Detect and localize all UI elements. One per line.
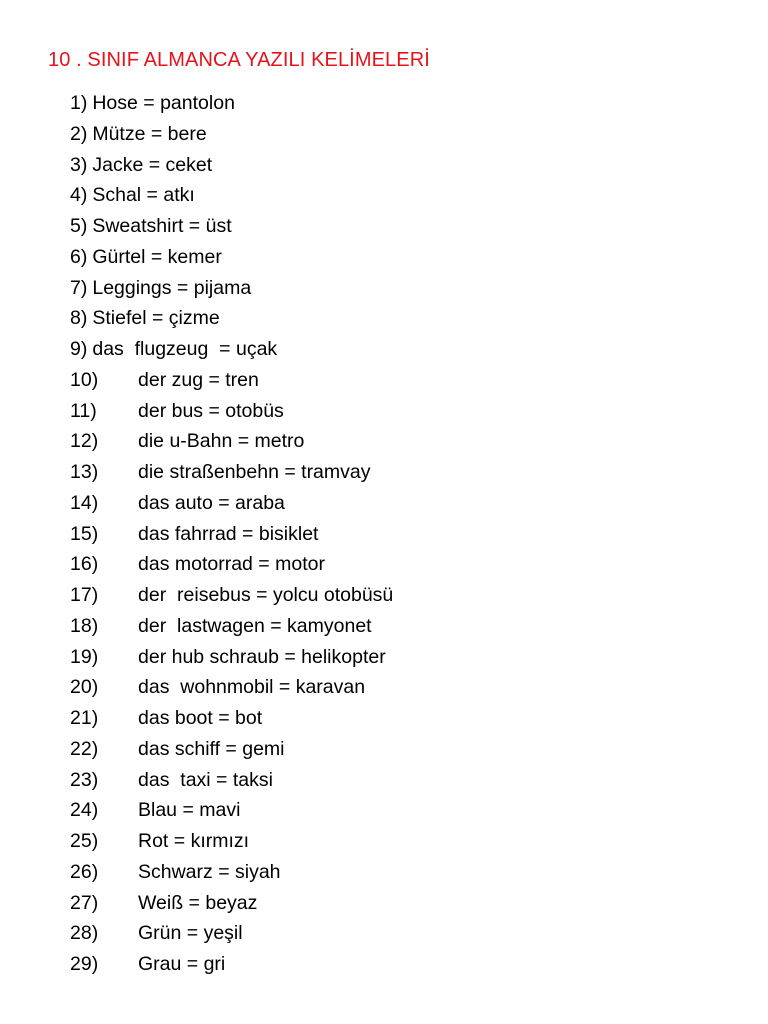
item-text: das auto = araba [138,491,285,514]
list-item [70,457,393,488]
item-text: der lastwagen = kamyonet [138,614,372,637]
list-item [70,119,393,150]
item-number: 4) [70,184,88,207]
item-text: Schal = atkı [92,184,195,207]
list-item [70,426,393,457]
item-number: 10) [70,368,99,391]
item-number: 15) [70,522,99,545]
item-text: Schwarz = siyah [138,860,281,883]
item-number: 13) [70,461,99,483]
item-text: Leggings = pijama [92,276,252,299]
item-number: 1) [70,92,88,114]
item-number: 29) [70,953,99,975]
item-number: 26) [70,860,99,883]
list-item [70,488,393,519]
item-text: die u-Bahn = metro [138,430,305,453]
item-text: der zug = tren [138,368,259,391]
vocabulary-list [70,88,393,980]
item-text: das taxi = taksi [138,768,273,791]
item-number: 2) [70,122,88,145]
item-number: 5) [70,215,88,237]
item-number: 19) [70,645,99,668]
item-number: 11) [70,399,97,422]
item-text: Grün = yeşil [138,922,243,945]
item-text: das flugzeug = uçak [92,338,278,360]
item-number: 22) [70,737,99,760]
item-number: 8) [70,307,88,330]
item-number: 28) [70,922,99,945]
list-item [70,211,393,242]
item-number: 20) [70,676,99,699]
item-text: das fahrrad = bisiklet [138,522,319,545]
item-text: der bus = otobüs [138,399,284,422]
list-item [70,734,393,765]
item-text: Gürtel = kemer [92,245,222,268]
item-text: Jacke = ceket [92,153,213,176]
list-item [70,642,393,673]
list-item [70,826,393,857]
item-number: 7) [70,276,88,299]
item-text: Sweatshirt = üst [92,215,232,237]
item-number: 12) [70,430,99,453]
list-item [70,888,393,919]
item-number: 16) [70,553,99,576]
list-item [70,703,393,734]
item-text: Rot = kırmızı [138,830,250,852]
item-text: das boot = bot [138,707,263,729]
item-number: 9) [70,338,88,360]
item-number: 23) [70,768,99,791]
list-item [70,857,393,888]
item-number: 17) [70,584,99,606]
item-text: Mütze = bere [92,122,207,145]
item-number: 25) [70,830,99,852]
list-item [70,273,393,304]
item-number: 24) [70,799,99,822]
item-text: das motorrad = motor [138,553,325,576]
item-text: der hub schraub = helikopter [138,645,386,668]
item-text: Grau = gri [138,953,226,975]
item-number: 6) [70,245,88,268]
list-item [70,549,393,580]
item-text: Weiß = beyaz [138,891,258,914]
list-item [70,519,393,550]
item-number: 3) [70,153,88,176]
list-item [70,672,393,703]
item-text: die straßenbehn = tramvay [138,461,371,483]
item-number: 21) [70,707,99,729]
list-item [70,303,393,334]
list-item [70,765,393,796]
item-text: Blau = mavi [138,799,241,822]
list-item [70,334,393,365]
list-item [70,88,393,119]
list-item [70,918,393,949]
item-number: 18) [70,614,99,637]
list-item [70,396,393,427]
item-text: der reisebus = yolcu otobüsü [138,584,394,606]
item-text: das schiff = gemi [138,737,285,760]
item-number: 27) [70,891,99,914]
item-number: 14) [70,491,99,514]
item-text: das wohnmobil = karavan [138,676,366,699]
list-item [70,795,393,826]
list-item [70,150,393,181]
list-item [70,365,393,396]
document-title: 10 . SINIF ALMANCA YAZILI KELİMELERİ [48,49,430,71]
list-item [70,242,393,273]
item-text: Hose = pantolon [92,92,235,114]
list-item [70,180,393,211]
list-item [70,949,393,980]
item-text: Stiefel = çizme [92,307,220,330]
list-item [70,580,393,611]
list-item [70,611,393,642]
